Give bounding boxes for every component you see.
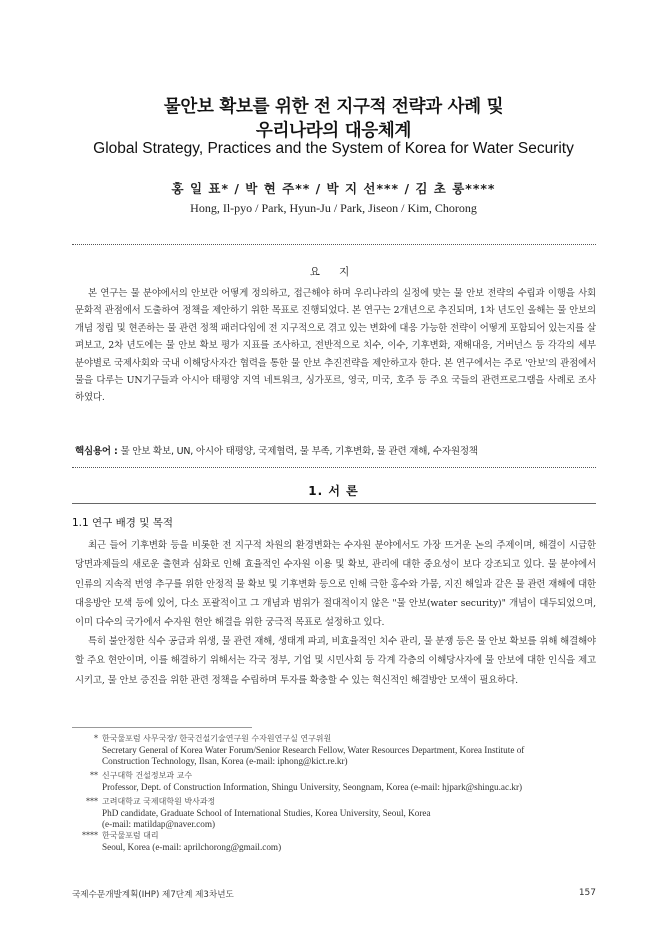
- section-title: 1. 서 론: [308, 484, 359, 498]
- footnote-affiliation-korean: 신구대학 건설정보과 교수: [102, 771, 193, 780]
- footnote-affiliation-english: (e-mail: matildap@naver.com): [102, 819, 216, 830]
- footnote-affiliation-english: PhD candidate, Graduate School of International Studies, Korea University, Seoul, Korea: [102, 807, 431, 818]
- keywords: [75, 443, 596, 457]
- footnote-4: [72, 830, 596, 853]
- body-paragraph-1: 최근 들어 기후변화 등을 비롯한 전 지구적 차원의 환경변화는 수자원 분야에서도 가장 뜨거운 논의 주제이며, 해결이 시급한 당면과제들의 새로운 출현과 심화로 인해 효율적인 수자원 이용 및 확보, 관리에 대한 중요성이 보다 강조되고 있다. 물 분야에서 인류의 지속적 번영 추구를 위한 안정적 물 확보 및 기후변화 등으로 인해 극한 홍수와 가뭄, 지진 해일과 같은 물 관련 재해에 대한 대응방안 모색 등에 있어, 다소 포괄적이고 그 개념과 범위가 절대적이지 않은 "물 안보(water security)" 개념이 대두되었으며, 이미 다수의 국가에서 수자원 현안 해결을 위한 궁극적 목표로 설정하고 있다.: [75, 540, 596, 629]
- authors-korean: 홍 일 표* / 박 현 주** / 박 지 선*** / 김 초 롱****: [171, 181, 496, 196]
- footnote-affiliation-korean: 한국물포럼 사무국장/ 한국건설기술연구원 수자원연구실 연구위원: [102, 734, 332, 743]
- footnote-affiliation-korean: 한국물포럼 대리: [102, 831, 159, 840]
- footnote-2: [72, 770, 596, 793]
- abstract-heading: 요 지: [309, 266, 358, 278]
- footnote-3: [72, 796, 596, 831]
- divider-keywords: [72, 467, 596, 468]
- divider-top: [72, 244, 596, 245]
- footnote-mark: ***: [86, 797, 98, 806]
- footnote-affiliation-english: Seoul, Korea (e-mail: aprilchorong@gmail.com): [102, 841, 282, 852]
- authors-english: Hong, Il-pyo / Park, Hyun-Ju / Park, Jiseon / Kim, Chorong: [190, 201, 477, 215]
- title-korean-line2: 우리나라의 대응체계: [255, 121, 412, 141]
- footnote-affiliation-english: Secretary General of Korea Water Forum/Senior Research Fellow, Water Resources Department, Korea Institute of: [102, 744, 525, 755]
- footnote-affiliation-english: Construction Technology, Ilsan, Korea (e-mail: iphong@kict.re.kr): [102, 756, 348, 767]
- footnote-affiliation-english: Professor, Dept. of Construction Information, Shingu University, Seongnam, Korea (e-mail: hjpark@shingu.ac.kr): [102, 781, 523, 792]
- keywords-label: 핵심용어 :: [75, 446, 118, 457]
- title-korean-line1: 물안보 확보를 위한 전 지구적 전략과 사례 및: [163, 97, 504, 117]
- keywords-value: 물 안보 확보, UN, 아시아 태평양, 국제협력, 물 부족, 기후변화, 물 관련 재해, 수자원정책: [120, 446, 478, 457]
- footnote-mark: **: [90, 771, 98, 780]
- section-rule: [72, 503, 596, 504]
- footnote-mark: *: [94, 734, 98, 743]
- footnote-mark: ****: [82, 831, 98, 840]
- page-number: 157: [578, 888, 596, 898]
- footer-publication: 국제수문개발계획(IHP) 제7단계 제3차년도: [72, 890, 234, 900]
- footnote-1: [72, 733, 596, 768]
- subsection-title: 1.1 연구 배경 및 목적: [72, 517, 174, 529]
- abstract-body: 본 연구는 물 분야에서의 안보란 어떻게 정의하고, 접근해야 하며 우리나라의 실정에 맞는 물 안보 전략의 수립과 이행을 사회문화적 관점에서 도출하여 정책을 제안하기 위한 목표로 진행되었다. 본 연구는 2개년으로 추진되며, 1차 년도인 올해는 물 안보의 개념 정립 및 현존하는 물 관련 정책 패러다임에 전 지구적으로 겪고 있는 변화에 대응 가능한 전략이 어떻게 포함되어 있는지를 살펴보고, 2차 년도에는 물 안보 확보 평가 지표를 조사하고, 전반적으로 치수, 이수, 기후변화, 재해대응, 거버넌스 등 각각의 세부 분야별로 국제사회와 국내 이해당사자간 협력을 통한 물 안보 추진전략을 제안하고자 한다. 본 연구에서는 주로 '안보'의 관점에서 물을 다루는 UN기구들과 아시아 태평양 지역 네트워크, 싱가포르, 영국, 미국, 호주 등 주요 국들의 관련프로그램을 사례로 조사하였다.: [75, 288, 596, 404]
- footnote-affiliation-korean: 고려대학교 국제대학원 박사과정: [102, 797, 216, 806]
- footnote-rule: [72, 727, 252, 728]
- title-english: Global Strategy, Practices and the System of Korea for Water Security: [93, 140, 574, 157]
- body-paragraph-2: 특히 불안정한 식수 공급과 위생, 물 관련 재해, 생태계 파괴, 비효율적인 치수 관리, 물 분쟁 등은 물 안보 확보를 위해 해결해야 할 주요 현안이며, 이를 해결하기 위해서는 각국 정부, 기업 및 시민사회 등 각계 각층의 이해당사자에 물 안보에 대한 인식을 제고시키고, 물 안보 증진을 위한 관련 정책을 수립하며 투자를 확충할 수 있는 혁신적인 해결방안 모색이 필요하다.: [75, 636, 596, 686]
